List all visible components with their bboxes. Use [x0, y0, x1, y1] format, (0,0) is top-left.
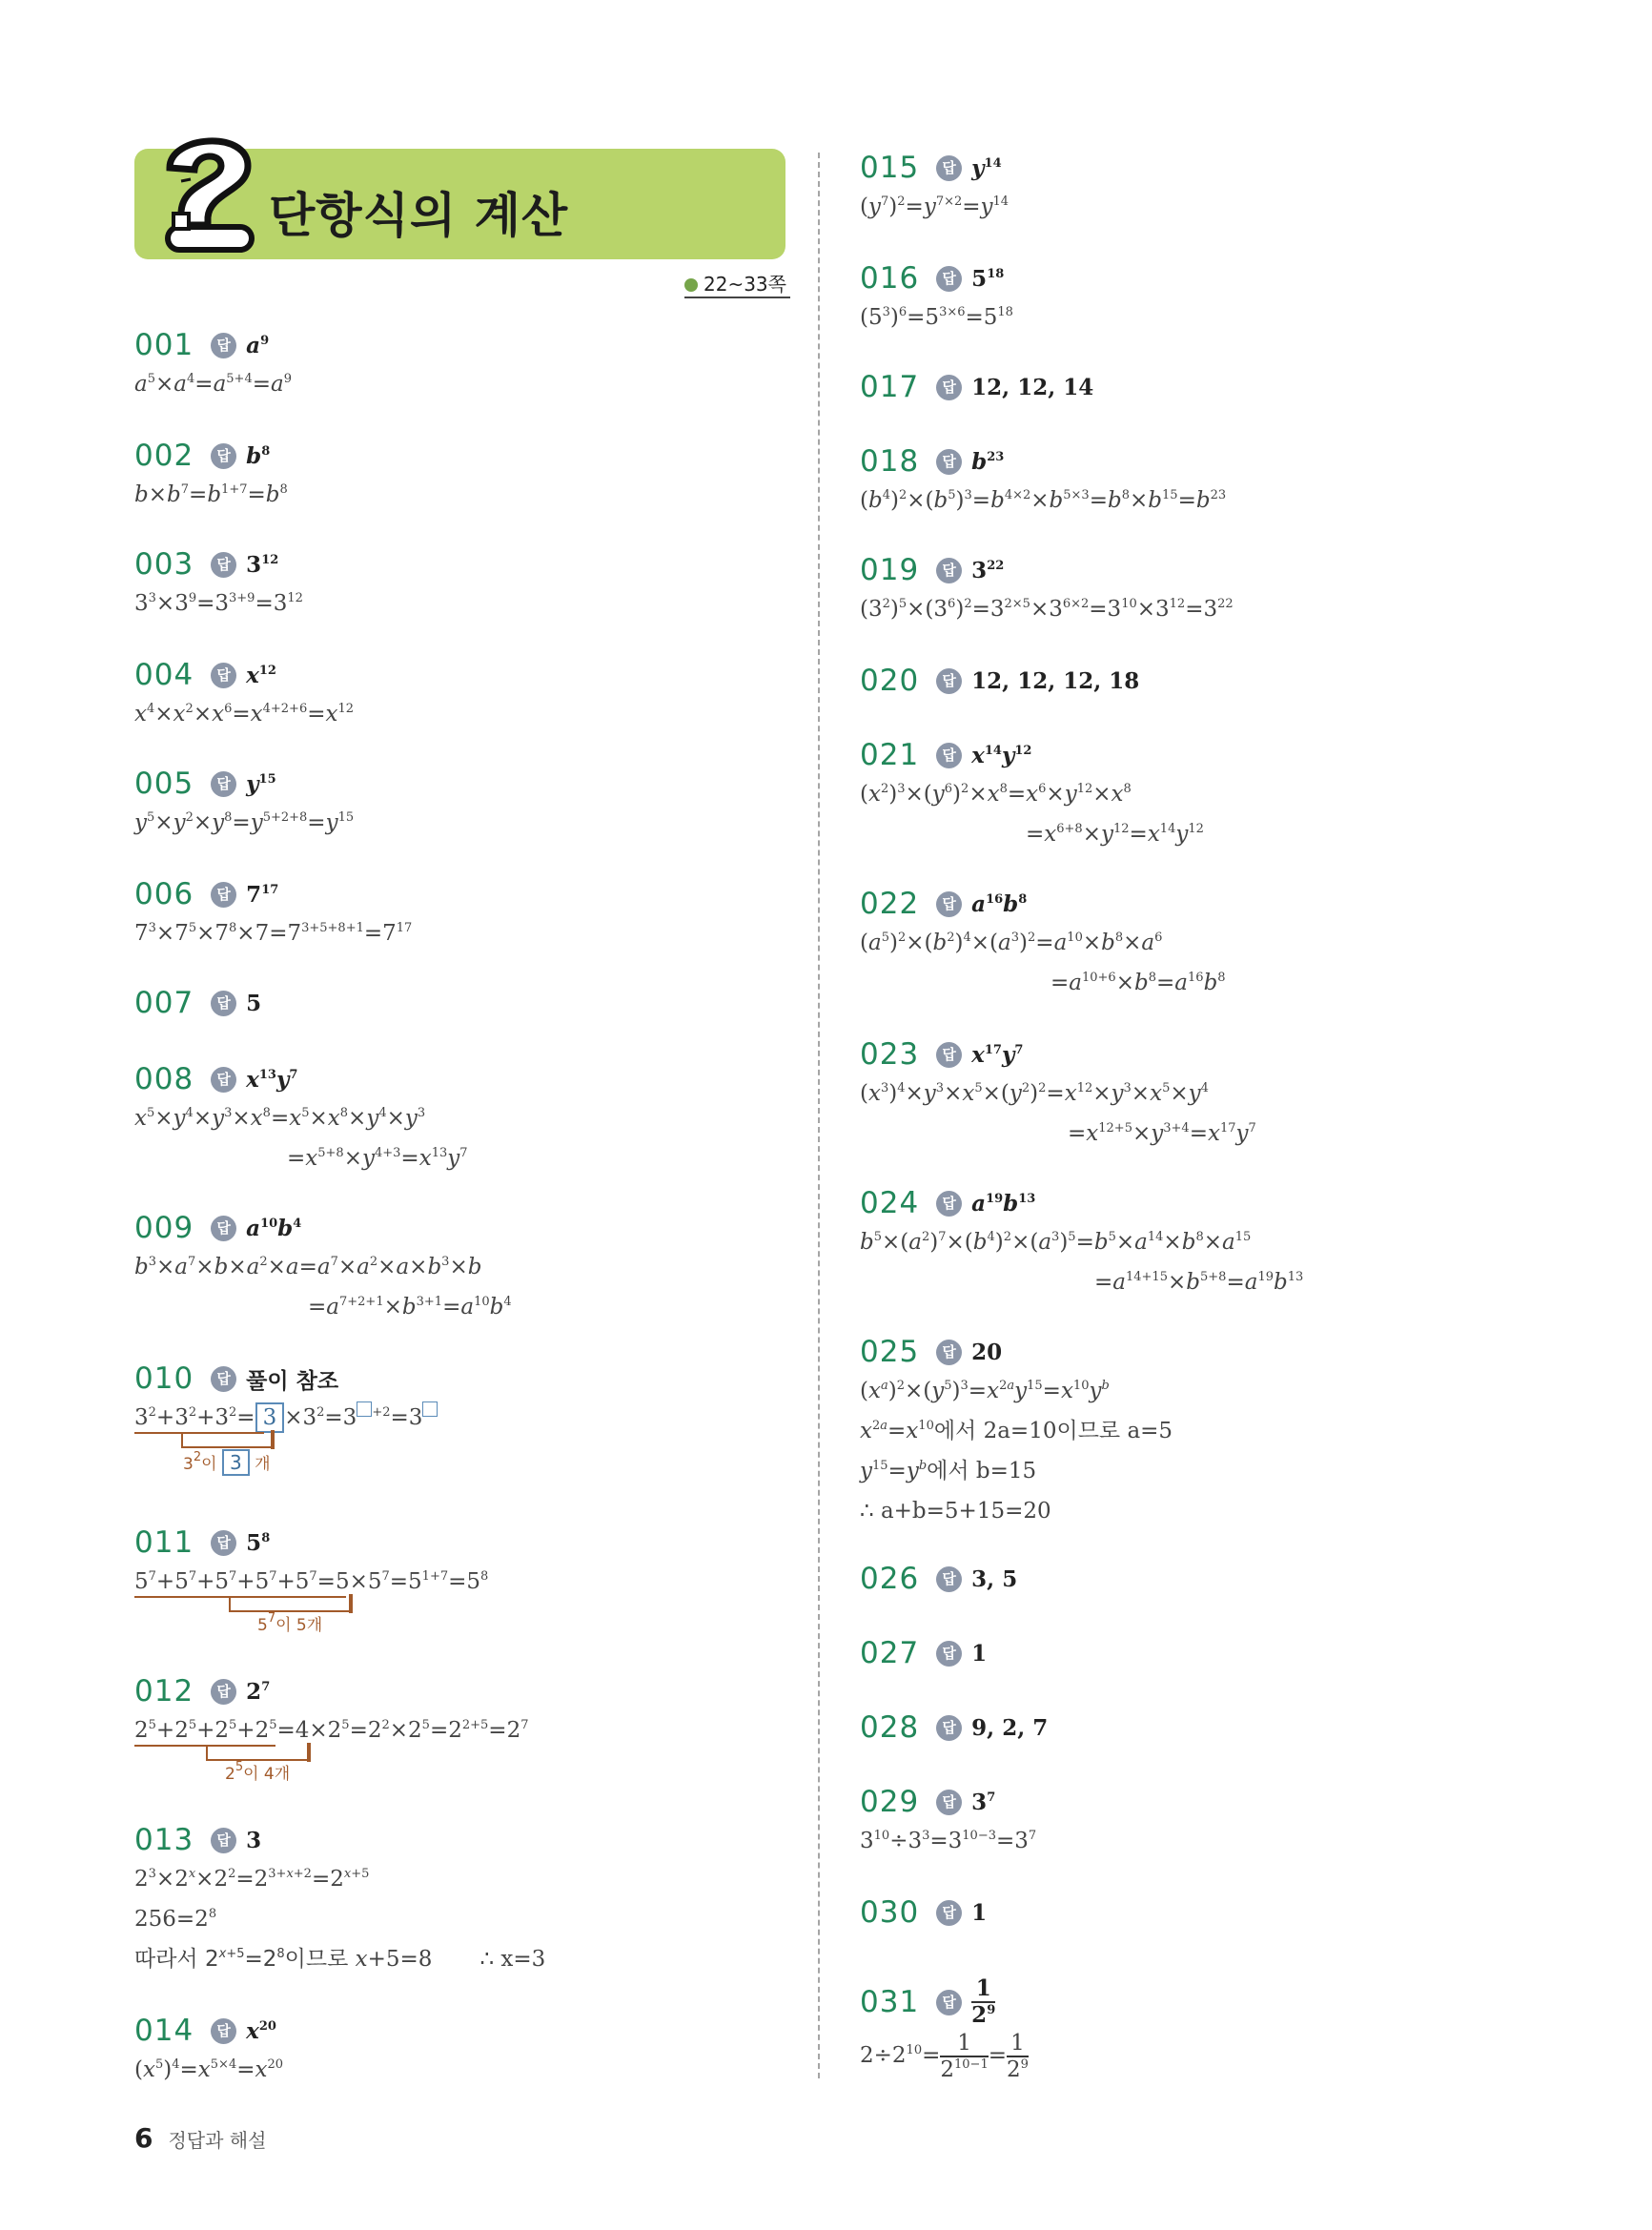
problem-number: 022 — [860, 887, 920, 921]
problem-number: 029 — [860, 1785, 920, 1819]
answer-badge: 답 — [211, 1366, 236, 1392]
answer-badge: 답 — [936, 1641, 962, 1667]
answer: 20 — [971, 1339, 1003, 1365]
page-footer — [134, 2122, 266, 2154]
problem-number: 011 — [134, 1525, 194, 1560]
answer: 3 — [246, 1827, 262, 1853]
solution: $2^5+2^5+2^5+2^5=4\times 2^5=2^2\times 2^5=2^{2+5}=2^7$ — [134, 1718, 529, 1743]
problem-009 — [134, 1209, 512, 1327]
problem-018 — [860, 442, 1226, 521]
solution: $x^5\times y^4\times y^3\times x^8=x^5\times x^8\times y^4\times y^3$ — [134, 1106, 426, 1131]
solution: $(y^7)^2=y^{7\times 2}=y^{14}$ — [860, 194, 1010, 219]
bracket-note: $5^7$이 5개 — [257, 1611, 323, 1635]
answer-badge: 답 — [936, 668, 962, 694]
problem-number: 002 — [134, 439, 194, 473]
answer: $2^7$ — [246, 1678, 271, 1705]
answer-badge: 답 — [211, 1828, 236, 1853]
solution-line-2: $x^{2a}=x^{10}$에서 2a=10이므로 a=5 — [860, 1419, 1173, 1443]
problem-004 — [134, 656, 354, 734]
problem-022 — [860, 885, 1226, 1003]
problem-number: 009 — [134, 1211, 194, 1245]
chapter-number-icon — [153, 122, 265, 256]
solution: $x^4\times x^2\times x^6=x^{4+2+6}=x^{12}$ — [134, 702, 355, 726]
bracket — [181, 1433, 273, 1448]
problem-021 — [860, 736, 1204, 854]
answer-badge: 답 — [936, 743, 962, 768]
problem-number: 025 — [860, 1335, 920, 1369]
solution: $a^5\times a^4=a^{5+4}=a^9$ — [134, 372, 292, 397]
answer: $x^{13}y^7$ — [246, 1066, 298, 1093]
answer: $a^{10}b^4$ — [246, 1215, 302, 1241]
answer: $3^{12}$ — [246, 551, 279, 578]
answer: 5 — [246, 990, 262, 1016]
bracket-note: $3^2$이 3 개 — [183, 1450, 271, 1474]
problem-number: 013 — [134, 1823, 194, 1857]
problem-028 — [860, 1708, 1048, 1747]
column-divider — [818, 153, 820, 2078]
problem-number: 003 — [134, 547, 194, 582]
problem-number: 024 — [860, 1186, 920, 1220]
problem-number: 004 — [134, 658, 194, 692]
problem-007 — [134, 984, 261, 1022]
problem-014 — [134, 2012, 283, 2090]
answer-badge: 답 — [211, 991, 236, 1016]
page-number: 6 — [134, 2122, 153, 2154]
problem-003 — [134, 545, 303, 624]
answer-badge: 답 — [936, 1990, 962, 2015]
solution: $3^{10}\div 3^3=3^{10-3}=3^7$ — [860, 1829, 1037, 1853]
answer-badge: 답 — [211, 1216, 236, 1241]
problem-008 — [134, 1060, 468, 1178]
problem-031 — [860, 1975, 1029, 2082]
problem-017 — [860, 368, 1093, 406]
blank-box: 3 — [255, 1402, 285, 1433]
problem-026 — [860, 1560, 1017, 1598]
answer-badge: 답 — [936, 1042, 962, 1068]
problem-number: 006 — [134, 877, 194, 911]
answer: $5^8$ — [246, 1529, 271, 1556]
problem-015 — [860, 149, 1009, 227]
problem-number: 031 — [860, 1985, 920, 2019]
answer: $y^{15}$ — [246, 770, 276, 797]
solution: $(3^2)^5\times(3^6)^2=3^{2\times 5}\times 3^{6\times 2}=3^{10}\times 3^{12}=3^{22}$ — [860, 597, 1234, 622]
solution-line-3: $y^{15}=y^b$에서 b=15 — [860, 1459, 1037, 1483]
solution: $(a^5)^2\times(b^2)^4\times(a^3)^2=a^{10}\times b^8\times a^6$ — [860, 931, 1163, 955]
solution: $(b^4)^2\times(b^5)^3=b^{4\times 2}\times b^{5\times 3}=b^8\times b^{15}=b^{23}$ — [860, 488, 1227, 513]
problem-number: 030 — [860, 1895, 920, 1930]
problem-011 — [134, 1524, 488, 1602]
solution-line-2: $=x^{5+8}\times y^{4+3}=x^{13}y^7$ — [287, 1146, 468, 1171]
bracket-arrow — [307, 1743, 311, 1762]
problem-number: 020 — [860, 664, 920, 698]
problem-number: 021 — [860, 738, 920, 772]
page-range-text: 22~33쪽 — [704, 273, 786, 296]
page-range — [684, 269, 790, 298]
solution-line-2: $=x^{6+8}\times y^{12}=x^{14}y^{12}$ — [1026, 822, 1204, 847]
bracket — [229, 1597, 351, 1612]
answer: 풀이 참조 — [246, 1368, 339, 1394]
problem-number: 010 — [134, 1361, 194, 1396]
solution-line-4: ∴ a+b=5+15=20 — [860, 1499, 1051, 1524]
answer-badge: 답 — [936, 1191, 962, 1217]
answer-badge: 답 — [936, 891, 962, 917]
answer: $5^{18}$ — [971, 265, 1005, 292]
problem-number: 023 — [860, 1037, 920, 1072]
answer-badge: 답 — [936, 375, 962, 400]
answer: $y^{14}$ — [971, 154, 1002, 181]
answer-badge: 답 — [936, 1790, 962, 1815]
answer: $\frac{1}{2^9}$ — [971, 1975, 996, 2028]
problem-number: 015 — [860, 151, 920, 185]
problem-number: 026 — [860, 1562, 920, 1596]
answer-badge: 답 — [211, 443, 236, 469]
problem-010 — [134, 1360, 438, 1438]
problem-027 — [860, 1634, 987, 1672]
problem-030 — [860, 1893, 987, 1932]
problem-number: 018 — [860, 444, 920, 479]
answer: $7^{17}$ — [246, 881, 279, 908]
answer-badge: 답 — [211, 663, 236, 688]
blank-box — [357, 1401, 372, 1417]
problem-number: 017 — [860, 370, 920, 404]
answer: 1 — [971, 1640, 988, 1667]
answer: $3^{22}$ — [971, 557, 1005, 583]
answer-badge: 답 — [211, 2018, 236, 2044]
problem-number: 027 — [860, 1636, 920, 1670]
problem-number: 012 — [134, 1674, 194, 1708]
answer: $x^{20}$ — [246, 2017, 276, 2044]
problem-number: 001 — [134, 328, 194, 362]
bracket-arrow — [349, 1594, 353, 1613]
answer-badge: 답 — [936, 1566, 962, 1592]
blank-box — [422, 1401, 438, 1417]
problem-012 — [134, 1672, 528, 1750]
answer-badge: 답 — [211, 552, 236, 578]
answer: 12, 12, 14 — [971, 374, 1094, 400]
bracket-arrow — [271, 1430, 275, 1449]
problem-013 — [134, 1821, 545, 1979]
problem-019 — [860, 551, 1234, 629]
bracket-note: $2^5$이 4개 — [225, 1760, 291, 1784]
answer-badge: 답 — [936, 1715, 962, 1741]
problem-number: 028 — [860, 1710, 920, 1745]
problem-024 — [860, 1184, 1303, 1302]
answer: 12, 12, 12, 18 — [971, 667, 1140, 694]
solution: $(x^2)^3\times(y^6)^2\times x^8=x^6\times y^{12}\times x^8$ — [860, 782, 1132, 807]
solution: $3^3\times 3^9=3^{3+9}=3^{12}$ — [134, 591, 303, 616]
answer: 3, 5 — [971, 1565, 1018, 1592]
book-icon — [684, 278, 698, 292]
answer-badge: 답 — [936, 266, 962, 292]
solution: $b\times b^7=b^{1+7}=b^8$ — [134, 482, 288, 507]
answer-badge: 답 — [211, 333, 236, 358]
solution: $2^3\times 2^x\times 2^2=2^{3+x+2}=2^{x+5}$ — [134, 1867, 370, 1892]
solution-line-2: $=a^{10+6}\times b^8=a^{16}b^8$ — [1050, 971, 1226, 995]
footer-text: 정답과 해설 — [168, 2129, 267, 2152]
solution: $3^2+3^2+3^2= 3 \times 3^2=3$ $^{+2}$=3 — [134, 1398, 438, 1438]
answer-badge: 답 — [211, 1530, 236, 1556]
problem-016 — [860, 259, 1013, 338]
problem-number: 005 — [134, 767, 194, 801]
answer: $x^{14}y^{12}$ — [971, 742, 1032, 768]
solution: $b^3\times a^7\times b\times a^2\times a=a^7\times a^2\times a\times b^3\times b$ — [134, 1255, 482, 1279]
answer: 9, 2, 7 — [971, 1714, 1049, 1741]
problem-001 — [134, 326, 292, 404]
solution-line-2: $256=2^8$ — [134, 1907, 217, 1932]
solution-line-2: $=a^{7+2+1}\times b^{3+1}=a^{10}b^4$ — [308, 1295, 512, 1320]
answer: $b^8$ — [246, 442, 271, 469]
problem-020 — [860, 662, 1139, 700]
problem-006 — [134, 875, 412, 953]
solution: $(5^3)^6=5^{3\times 6}=5^{18}$ — [860, 305, 1013, 330]
answer-badge: 답 — [936, 449, 962, 475]
answer: $a^{16}b^8$ — [971, 890, 1028, 917]
answer: $3^7$ — [971, 1789, 996, 1815]
answer-badge: 답 — [211, 1067, 236, 1093]
problem-number: 007 — [134, 986, 194, 1020]
problem-025 — [860, 1333, 1173, 1531]
problem-number: 008 — [134, 1062, 194, 1096]
answer-badge: 답 — [936, 155, 962, 181]
answer-badge: 답 — [211, 771, 236, 797]
answer: $b^{23}$ — [971, 448, 1005, 475]
answer-badge: 답 — [211, 1679, 236, 1705]
answer: $x^{12}$ — [246, 662, 276, 688]
solution: $b^5\times(a^2)^7\times(b^4)^2\times(a^3)^5=b^5\times a^{14}\times b^8\times a^{15}$ — [860, 1230, 1252, 1255]
bracket — [206, 1746, 309, 1761]
problem-029 — [860, 1783, 1036, 1861]
solution: $5^7+5^7+5^7+5^7+5^7=5\times 5^7=5^{1+7}=5^8$ — [134, 1569, 489, 1594]
answer-badge: 답 — [936, 558, 962, 583]
problem-number: 016 — [860, 261, 920, 296]
solution: $(x^5)^4=x^{5\times 4}=x^{20}$ — [134, 2057, 284, 2082]
answer-badge: 답 — [936, 1340, 962, 1365]
answer: $a^{19}b^{13}$ — [971, 1190, 1036, 1217]
answer-badge: 답 — [211, 882, 236, 908]
problem-023 — [860, 1035, 1256, 1154]
answer-badge: 답 — [936, 1900, 962, 1926]
problem-number: 014 — [134, 2014, 194, 2048]
problem-002 — [134, 437, 288, 515]
solution: $2\div 2^{10}=$ $\frac{1}{2^{10-1}}$ = $\frac{1}{2^9}$ — [860, 2031, 1029, 2082]
problem-number: 019 — [860, 553, 920, 587]
answer: 1 — [971, 1899, 988, 1926]
solution-line-3: 따라서 $2^{x+5}=2^8$이므로 x+5=8 ∴ x=3 — [134, 1947, 546, 1972]
answer: $x^{17}y^7$ — [971, 1041, 1024, 1068]
solution: $(x^a)^2\times(y^5)^3=x^{2a}y^{15}=x^{10}y^b$ — [860, 1379, 1110, 1403]
answer: $a^9$ — [246, 332, 270, 358]
solution-line-2: $=a^{14+15}\times b^{5+8}=a^{19}b^{13}$ — [1094, 1270, 1304, 1295]
solution: $(x^3)^4\times y^3\times x^5\times(y^2)^2=x^{12}\times y^3\times x^5\times y^4$ — [860, 1081, 1209, 1106]
solution-line-2: $=x^{12+5}\times y^{3+4}=x^{17}y^7$ — [1068, 1121, 1256, 1146]
chapter-title: 단항식의 계산 — [269, 188, 569, 243]
solution: $7^3\times 7^5\times 7^8\times 7=7^{3+5+8+1}=7^{17}$ — [134, 921, 413, 946]
solution: $y^5\times y^2\times y^8=y^{5+2+8}=y^{15}$ — [134, 810, 355, 835]
problem-005 — [134, 765, 354, 843]
